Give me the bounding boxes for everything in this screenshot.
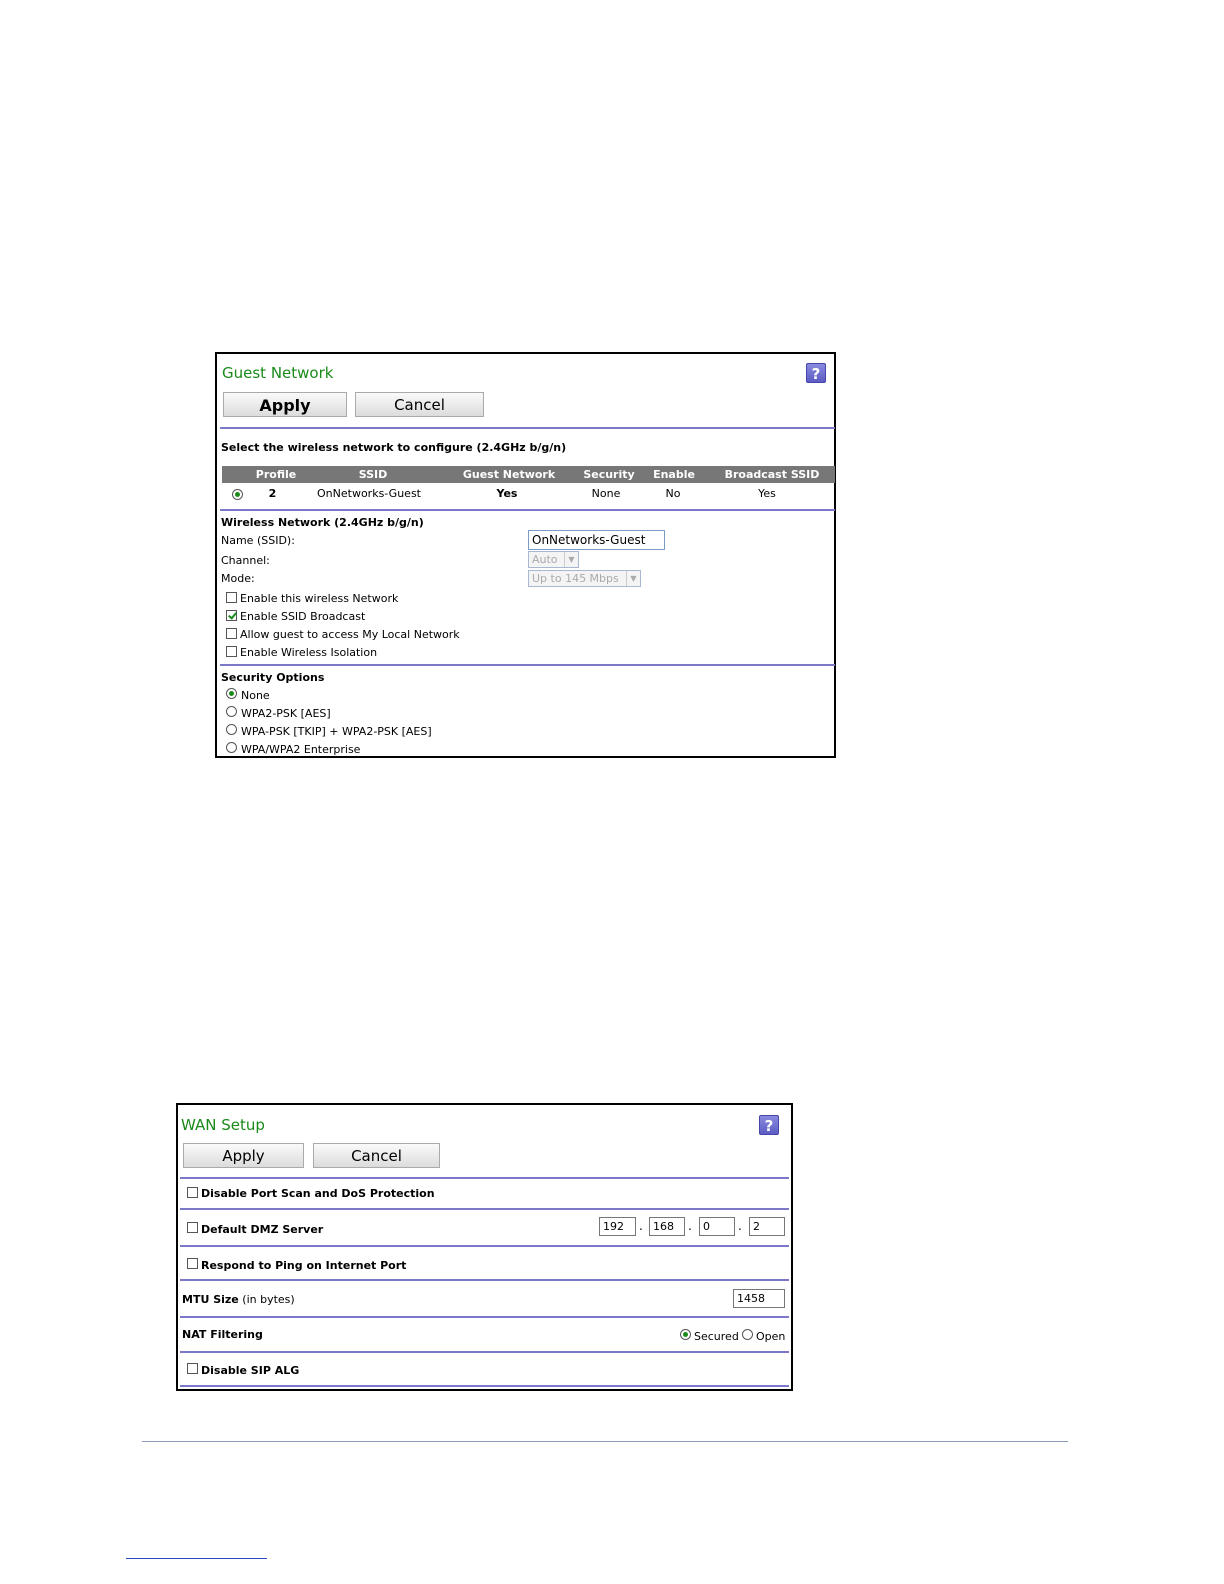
security-options-heading: Security Options: [221, 671, 325, 684]
row-ssid: OnNetworks-Guest: [317, 487, 421, 500]
dmz-ip-octet-4[interactable]: 2: [749, 1217, 785, 1236]
chevron-down-icon: ▼: [564, 552, 578, 567]
cancel-button[interactable]: Cancel: [313, 1143, 440, 1168]
respond-ping-label: Respond to Ping on Internet Port: [201, 1259, 407, 1272]
row-broadcast-ssid: Yes: [758, 487, 776, 500]
mode-value: Up to 145 Mbps: [532, 572, 619, 585]
security-wpa-wpa2-label: WPA-PSK [TKIP] + WPA2-PSK [AES]: [241, 725, 432, 738]
divider: [180, 1385, 789, 1387]
col-enable: Enable: [653, 468, 695, 481]
row-security: None: [591, 487, 621, 500]
channel-select[interactable]: [528, 551, 579, 568]
ip-separator: .: [688, 1219, 692, 1233]
ip-separator: .: [639, 1219, 643, 1233]
divider: [220, 664, 835, 666]
disable-port-scan-label: Disable Port Scan and DoS Protection: [201, 1187, 435, 1200]
wireless-isolation-label: Enable Wireless Isolation: [240, 646, 378, 659]
nat-open-label: Open: [756, 1330, 786, 1343]
col-guest-network: Guest Network: [462, 468, 556, 481]
nat-secured-label: Secured: [694, 1330, 739, 1343]
security-wpa2-label: WPA2-PSK [AES]: [241, 707, 331, 720]
network-table-header: [222, 466, 835, 483]
divider: [180, 1316, 789, 1318]
mode-select[interactable]: [528, 570, 641, 587]
divider: [220, 509, 835, 511]
profile-radio[interactable]: [232, 489, 243, 500]
allow-local-access-label: Allow guest to access My Local Network: [240, 628, 460, 641]
security-none-label: None: [241, 689, 270, 702]
guest-network-title: Guest Network: [222, 364, 334, 382]
allow-local-access-checkbox[interactable]: [226, 628, 237, 639]
col-security: Security: [583, 468, 635, 481]
row-enable: No: [665, 487, 681, 500]
enable-ssid-broadcast-label: Enable SSID Broadcast: [240, 610, 366, 623]
dmz-ip-octet-2[interactable]: 168: [649, 1217, 685, 1236]
security-enterprise-radio[interactable]: [226, 742, 237, 753]
ip-separator: .: [738, 1219, 742, 1233]
mtu-input[interactable]: 1458: [733, 1289, 785, 1308]
divider: [180, 1177, 789, 1179]
mtu-label: [182, 1293, 295, 1307]
row-profile: 2: [268, 487, 277, 500]
wan-setup-panel: [176, 1103, 793, 1391]
footer-divider: [142, 1441, 1068, 1442]
cancel-button[interactable]: Cancel: [355, 392, 484, 417]
mtu-label-bold: MTU Size: [182, 1293, 239, 1306]
security-enterprise-label: WPA/WPA2 Enterprise: [241, 743, 361, 756]
channel-value: Auto: [532, 553, 558, 566]
enable-network-label: Enable this wireless Network: [240, 592, 399, 605]
channel-label: Channel:: [221, 554, 270, 567]
mtu-label-unit: (in bytes): [238, 1293, 295, 1306]
enable-network-checkbox[interactable]: [226, 592, 237, 603]
col-broadcast-ssid: Broadcast SSID: [724, 468, 820, 481]
wireless-network-heading: Wireless Network (2.4GHz b/g/n): [221, 516, 424, 529]
nat-secured-radio[interactable]: [680, 1329, 691, 1340]
security-none-radio[interactable]: [226, 688, 237, 699]
security-wpa-wpa2-radio[interactable]: [226, 724, 237, 735]
security-wpa2-radio[interactable]: [226, 706, 237, 717]
disable-sip-alg-checkbox[interactable]: [187, 1363, 198, 1374]
mode-label: Mode:: [221, 572, 255, 585]
wan-setup-title: WAN Setup: [181, 1116, 265, 1134]
respond-ping-checkbox[interactable]: [187, 1258, 198, 1269]
divider: [220, 427, 835, 429]
ssid-input[interactable]: OnNetworks-Guest: [528, 530, 665, 550]
disable-sip-alg-label: Disable SIP ALG: [201, 1364, 300, 1377]
dmz-ip-octet-3[interactable]: 0: [699, 1217, 735, 1236]
footer-link-underline[interactable]: [126, 1558, 267, 1559]
divider: [180, 1245, 789, 1247]
default-dmz-checkbox[interactable]: [187, 1222, 198, 1233]
row-guest-network: Yes: [496, 487, 518, 500]
disable-port-scan-checkbox[interactable]: [187, 1187, 198, 1198]
col-ssid: SSID: [358, 468, 388, 481]
apply-button[interactable]: Apply: [183, 1143, 304, 1168]
divider: [180, 1351, 789, 1353]
col-profile: Profile: [255, 468, 297, 481]
divider: [180, 1208, 789, 1210]
wireless-isolation-checkbox[interactable]: [226, 646, 237, 657]
help-icon[interactable]: ?: [806, 363, 826, 383]
dmz-ip-octet-1[interactable]: 192: [599, 1217, 636, 1236]
help-icon[interactable]: ?: [759, 1115, 779, 1135]
guest-network-panel: [215, 352, 836, 758]
nat-filtering-label: NAT Filtering: [182, 1328, 263, 1341]
select-network-heading: Select the wireless network to configure (2.4GHz b/g/n): [221, 441, 567, 454]
ssid-label: Name (SSID):: [221, 534, 295, 547]
default-dmz-label: Default DMZ Server: [201, 1223, 324, 1236]
divider: [180, 1279, 789, 1281]
nat-open-radio[interactable]: [742, 1329, 753, 1340]
apply-button[interactable]: Apply: [223, 392, 347, 417]
enable-ssid-broadcast-checkbox[interactable]: [226, 610, 237, 621]
chevron-down-icon: ▼: [626, 571, 640, 586]
